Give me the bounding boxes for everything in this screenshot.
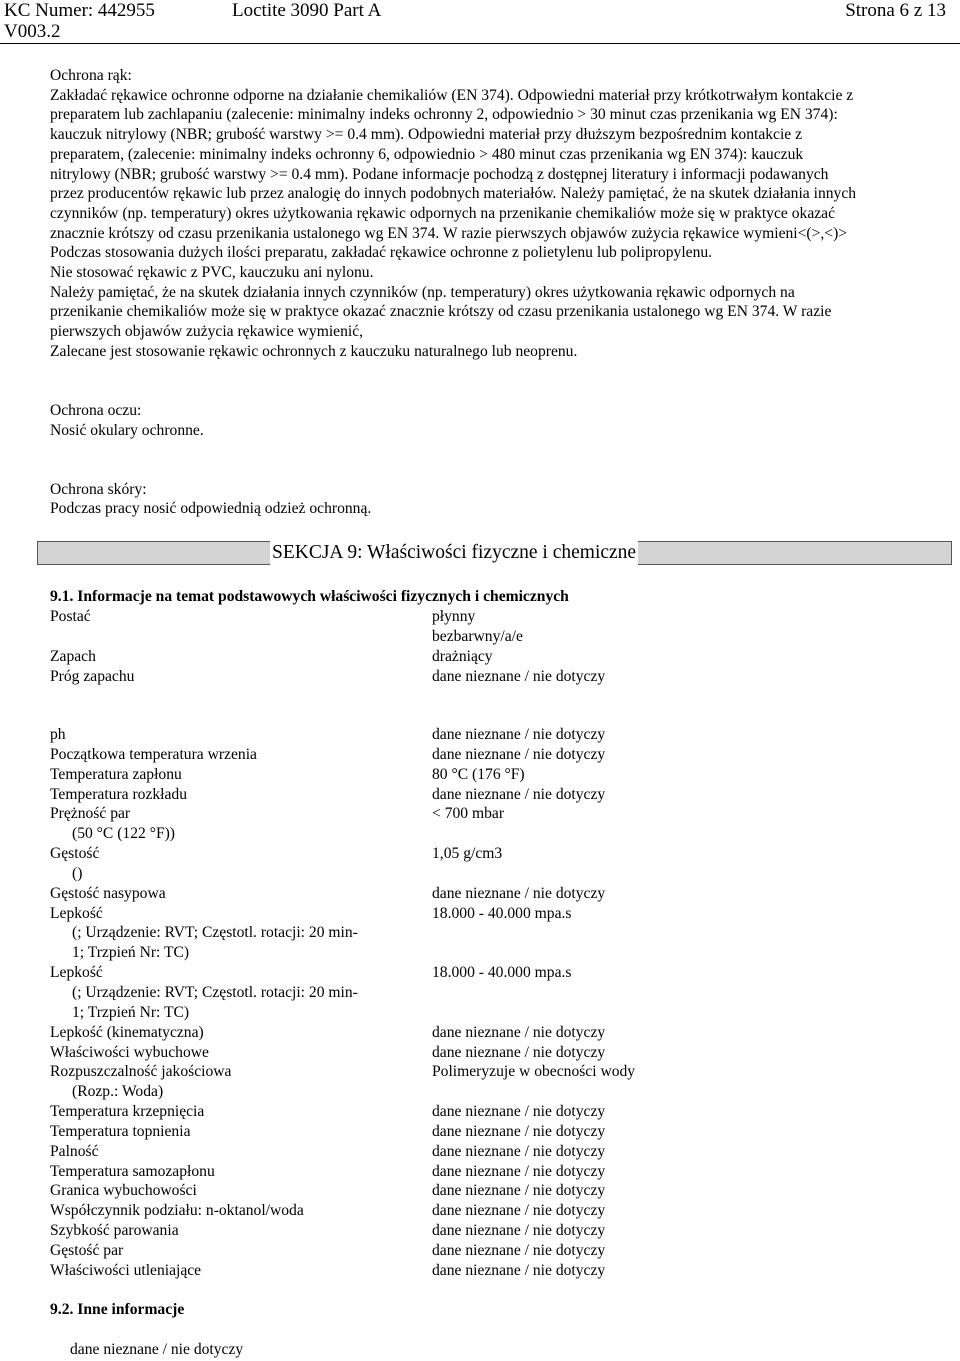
- property-row: [50, 1082, 930, 1102]
- hand-protection-line: znacznie krótszy od czasu przenikania ustalonego wg EN 374. W razie pierwszych objawów zużycia rękawice wymieni<(>,<)>: [50, 224, 848, 242]
- hand-protection-heading: Ochrona rąk:: [50, 67, 132, 84]
- property-row: [50, 1241, 930, 1261]
- eye-protection-text: Nosić okulary ochronne.: [50, 421, 204, 439]
- property-value: drażniący: [432, 647, 493, 665]
- property-value: dane nieznane / nie dotyczy: [432, 1261, 606, 1279]
- property-label: (): [72, 864, 83, 882]
- property-row: [50, 745, 930, 765]
- property-label: Temperatura samozapłonu: [50, 1162, 215, 1180]
- property-row: [50, 765, 930, 785]
- property-value: dane nieznane / nie dotyczy: [432, 1122, 606, 1140]
- skin-protection-text: Podczas pracy nosić odpowiednią odzież ochronną.: [50, 500, 372, 518]
- property-value: dane nieznane / nie dotyczy: [432, 1142, 606, 1160]
- property-value: dane nieznane / nie dotyczy: [432, 667, 606, 685]
- property-row: [50, 667, 930, 687]
- hand-protection-line: Podczas stosowania dużych ilości preparatu, zakładać rękawice ochronne z polietylenu lub polipropylenu.: [50, 244, 713, 262]
- product-name: Loctite 3090 Part A: [232, 0, 382, 21]
- property-value: 18.000 - 40.000 mpa.s: [432, 904, 572, 922]
- property-label: (Rozp.: Woda): [72, 1083, 164, 1101]
- protection-section: [50, 66, 950, 519]
- property-label: (; Urządzenie: RVT; Częstotl. rotacji: 20 min-: [72, 983, 358, 1001]
- property-value: dane nieznane / nie dotyczy: [432, 1043, 606, 1061]
- property-label: (; Urządzenie: RVT; Częstotl. rotacji: 20 min-: [72, 924, 358, 942]
- property-label: Gęstość par: [50, 1241, 124, 1259]
- page-header: [0, 0, 960, 46]
- property-row: [50, 607, 930, 627]
- property-label: ph: [50, 726, 66, 743]
- hand-protection-line: kauczuk nitrylowy (NBR; grubość warstwy >= 0.4 mm). Odpowiedni materiał przy dłuższym bezpośrednim kontakcie z: [50, 126, 803, 144]
- property-label: (50 °C (122 °F)): [72, 825, 175, 843]
- property-value: dane nieznane / nie dotyczy: [432, 1222, 606, 1240]
- property-label: Lepkość: [50, 904, 103, 922]
- header-divider: [0, 43, 960, 44]
- property-value: dane nieznane / nie dotyczy: [432, 1103, 606, 1121]
- property-row: [50, 904, 930, 924]
- property-label: Początkowa temperatura wrzenia: [50, 745, 257, 763]
- skin-protection-heading: Ochrona skóry:: [50, 480, 147, 498]
- property-row: [50, 1043, 930, 1063]
- property-value: dane nieznane / nie dotyczy: [432, 785, 606, 803]
- properties-table-a: [50, 607, 930, 686]
- property-value: bezbarwny/a/e: [432, 627, 523, 645]
- property-value: 1,05 g/cm3: [432, 845, 503, 863]
- property-row: [50, 785, 930, 805]
- property-label: Właściwości utleniające: [50, 1261, 202, 1279]
- property-label: Palność: [50, 1142, 99, 1160]
- property-row: [50, 647, 930, 667]
- hand-protection-line: Nie stosować rękawic z PVC, kauczuku ani nylonu.: [50, 264, 374, 282]
- hand-protection-text: [50, 86, 950, 362]
- property-label: Właściwości wybuchowe: [50, 1043, 209, 1061]
- hand-protection-line: preparatem, (zalecenie: minimalny indeks ochronny 6, odpowiednio > 480 minut czas przenikania wg EN 374): kauczuk: [50, 145, 804, 163]
- hand-protection-line: nitrylowy (NBR; grubość warstwy >= 0.4 mm). Podane informacje pochodzą z dostępnej literatury i informacji podawanych: [50, 165, 829, 183]
- property-row: [50, 725, 930, 745]
- hand-protection-line: Należy pamiętać, że na skutek działania innych czynników (np. temperatury) okres użytkowania rękawic odpornych na: [50, 283, 795, 301]
- property-row: [50, 824, 930, 844]
- property-row: [50, 1221, 930, 1241]
- property-value: dane nieznane / nie dotyczy: [432, 745, 606, 763]
- eye-protection-heading: Ochrona oczu:: [50, 401, 142, 419]
- property-value: dane nieznane / nie dotyczy: [432, 1182, 606, 1200]
- property-row: [50, 1181, 930, 1201]
- property-value: dane nieznane / nie dotyczy: [432, 1241, 606, 1259]
- property-row: [50, 1201, 930, 1221]
- property-label: Prężność par: [50, 805, 131, 823]
- hand-protection-line: Zakładać rękawice ochronne odporne na działanie chemikaliów (EN 374). Odpowiedni materiał przy krótkotrwałym kontakcie z: [50, 86, 854, 104]
- kc-number: KC Numer: 442955: [4, 0, 155, 21]
- property-value: płynny: [432, 608, 476, 625]
- property-label: 1; Trzpień Nr: TC): [72, 944, 190, 962]
- property-label: Lepkość (kinematyczna): [50, 1023, 204, 1041]
- property-label: Próg zapachu: [50, 667, 135, 685]
- property-label: Temperatura zapłonu: [50, 765, 182, 783]
- property-label: Współczynnik podziału: n-oktanol/woda: [50, 1202, 304, 1220]
- property-row: [50, 804, 930, 824]
- page-number: Strona 6 z 13: [845, 0, 946, 21]
- property-value: dane nieznane / nie dotyczy: [432, 1202, 606, 1220]
- property-label: Zapach: [50, 647, 96, 665]
- property-row: [50, 1003, 930, 1023]
- property-row: [50, 1023, 930, 1043]
- property-row: [50, 983, 930, 1003]
- property-value: dane nieznane / nie dotyczy: [432, 884, 606, 902]
- property-label: Granica wybuchowości: [50, 1182, 197, 1200]
- property-value: 18.000 - 40.000 mpa.s: [432, 964, 572, 982]
- property-label: Temperatura topnienia: [50, 1122, 191, 1140]
- property-row: [50, 844, 930, 864]
- property-label: 1; Trzpień Nr: TC): [72, 1003, 190, 1021]
- property-row: [50, 1122, 930, 1142]
- property-row: [50, 1142, 930, 1162]
- property-label: Rozpuszczalność jakościowa: [50, 1063, 232, 1081]
- property-value: dane nieznane / nie dotyczy: [432, 726, 606, 743]
- property-value: Polimeryzuje w obecności wody: [432, 1063, 636, 1081]
- property-label: Gęstość nasypowa: [50, 884, 166, 902]
- subsection-9-2-heading: 9.2. Inne informacje: [50, 1301, 185, 1318]
- property-row: [50, 864, 930, 884]
- property-value: < 700 mbar: [432, 805, 505, 823]
- property-value: 80 °C (176 °F): [432, 765, 525, 783]
- hand-protection-line: preparatem lub zachlapaniu (zalecenie: minimalny indeks ochronny 2, odpowiednio > 30 minut czas przenikania wg EN 374):: [50, 106, 838, 124]
- subsection-9-1-heading: 9.1. Informacje na temat podstawowych właściwości fizycznych i chemicznych: [50, 588, 569, 605]
- hand-protection-line: pierwszych objawów zużycia rękawice wymienić,: [50, 323, 364, 341]
- document-version: V003.2: [4, 21, 61, 42]
- property-value: dane nieznane / nie dotyczy: [432, 1162, 606, 1180]
- section-9-title: SEKCJA 9: Właściwości fizyczne i chemiczne: [272, 542, 637, 563]
- property-row: [50, 923, 930, 943]
- property-row: [50, 1062, 930, 1082]
- other-information-text: dane nieznane / nie dotyczy: [70, 1341, 244, 1358]
- property-label: Szybkość parowania: [50, 1222, 179, 1240]
- property-label: Postać: [50, 608, 91, 625]
- hand-protection-line: Zalecane jest stosowanie rękawic ochronnych z kauczuku naturalnego lub neoprenu.: [50, 342, 578, 360]
- property-value: dane nieznane / nie dotyczy: [432, 1023, 606, 1041]
- property-label: Gęstość: [50, 845, 100, 863]
- property-row: [50, 943, 930, 963]
- property-label: Temperatura rozkładu: [50, 785, 188, 803]
- property-label: Lepkość: [50, 964, 103, 982]
- hand-protection-line: przez producentów rękawic lub przez analogię do innych podobnych materiałów. Należy pamiętać, że na skutek działania innych: [50, 185, 857, 203]
- properties-table-b: [50, 725, 930, 1281]
- hand-protection-line: czynników (np. temperatury) okres użytkowania rękawic odpornych na przenikanie chemikaliów może się w praktyce okazać: [50, 204, 836, 222]
- hand-protection-line: przenikanie chemikaliów może się w praktyce okazać znacznie krótszy od czasu przenikania ustalonego wg EN 374. W razie: [50, 303, 832, 321]
- property-row: [50, 963, 930, 983]
- property-row: [50, 1162, 930, 1182]
- property-row: [50, 1102, 930, 1122]
- property-label: Temperatura krzepnięcia: [50, 1103, 205, 1121]
- property-row: [50, 1261, 930, 1281]
- property-row: [50, 627, 930, 647]
- property-row: [50, 884, 930, 904]
